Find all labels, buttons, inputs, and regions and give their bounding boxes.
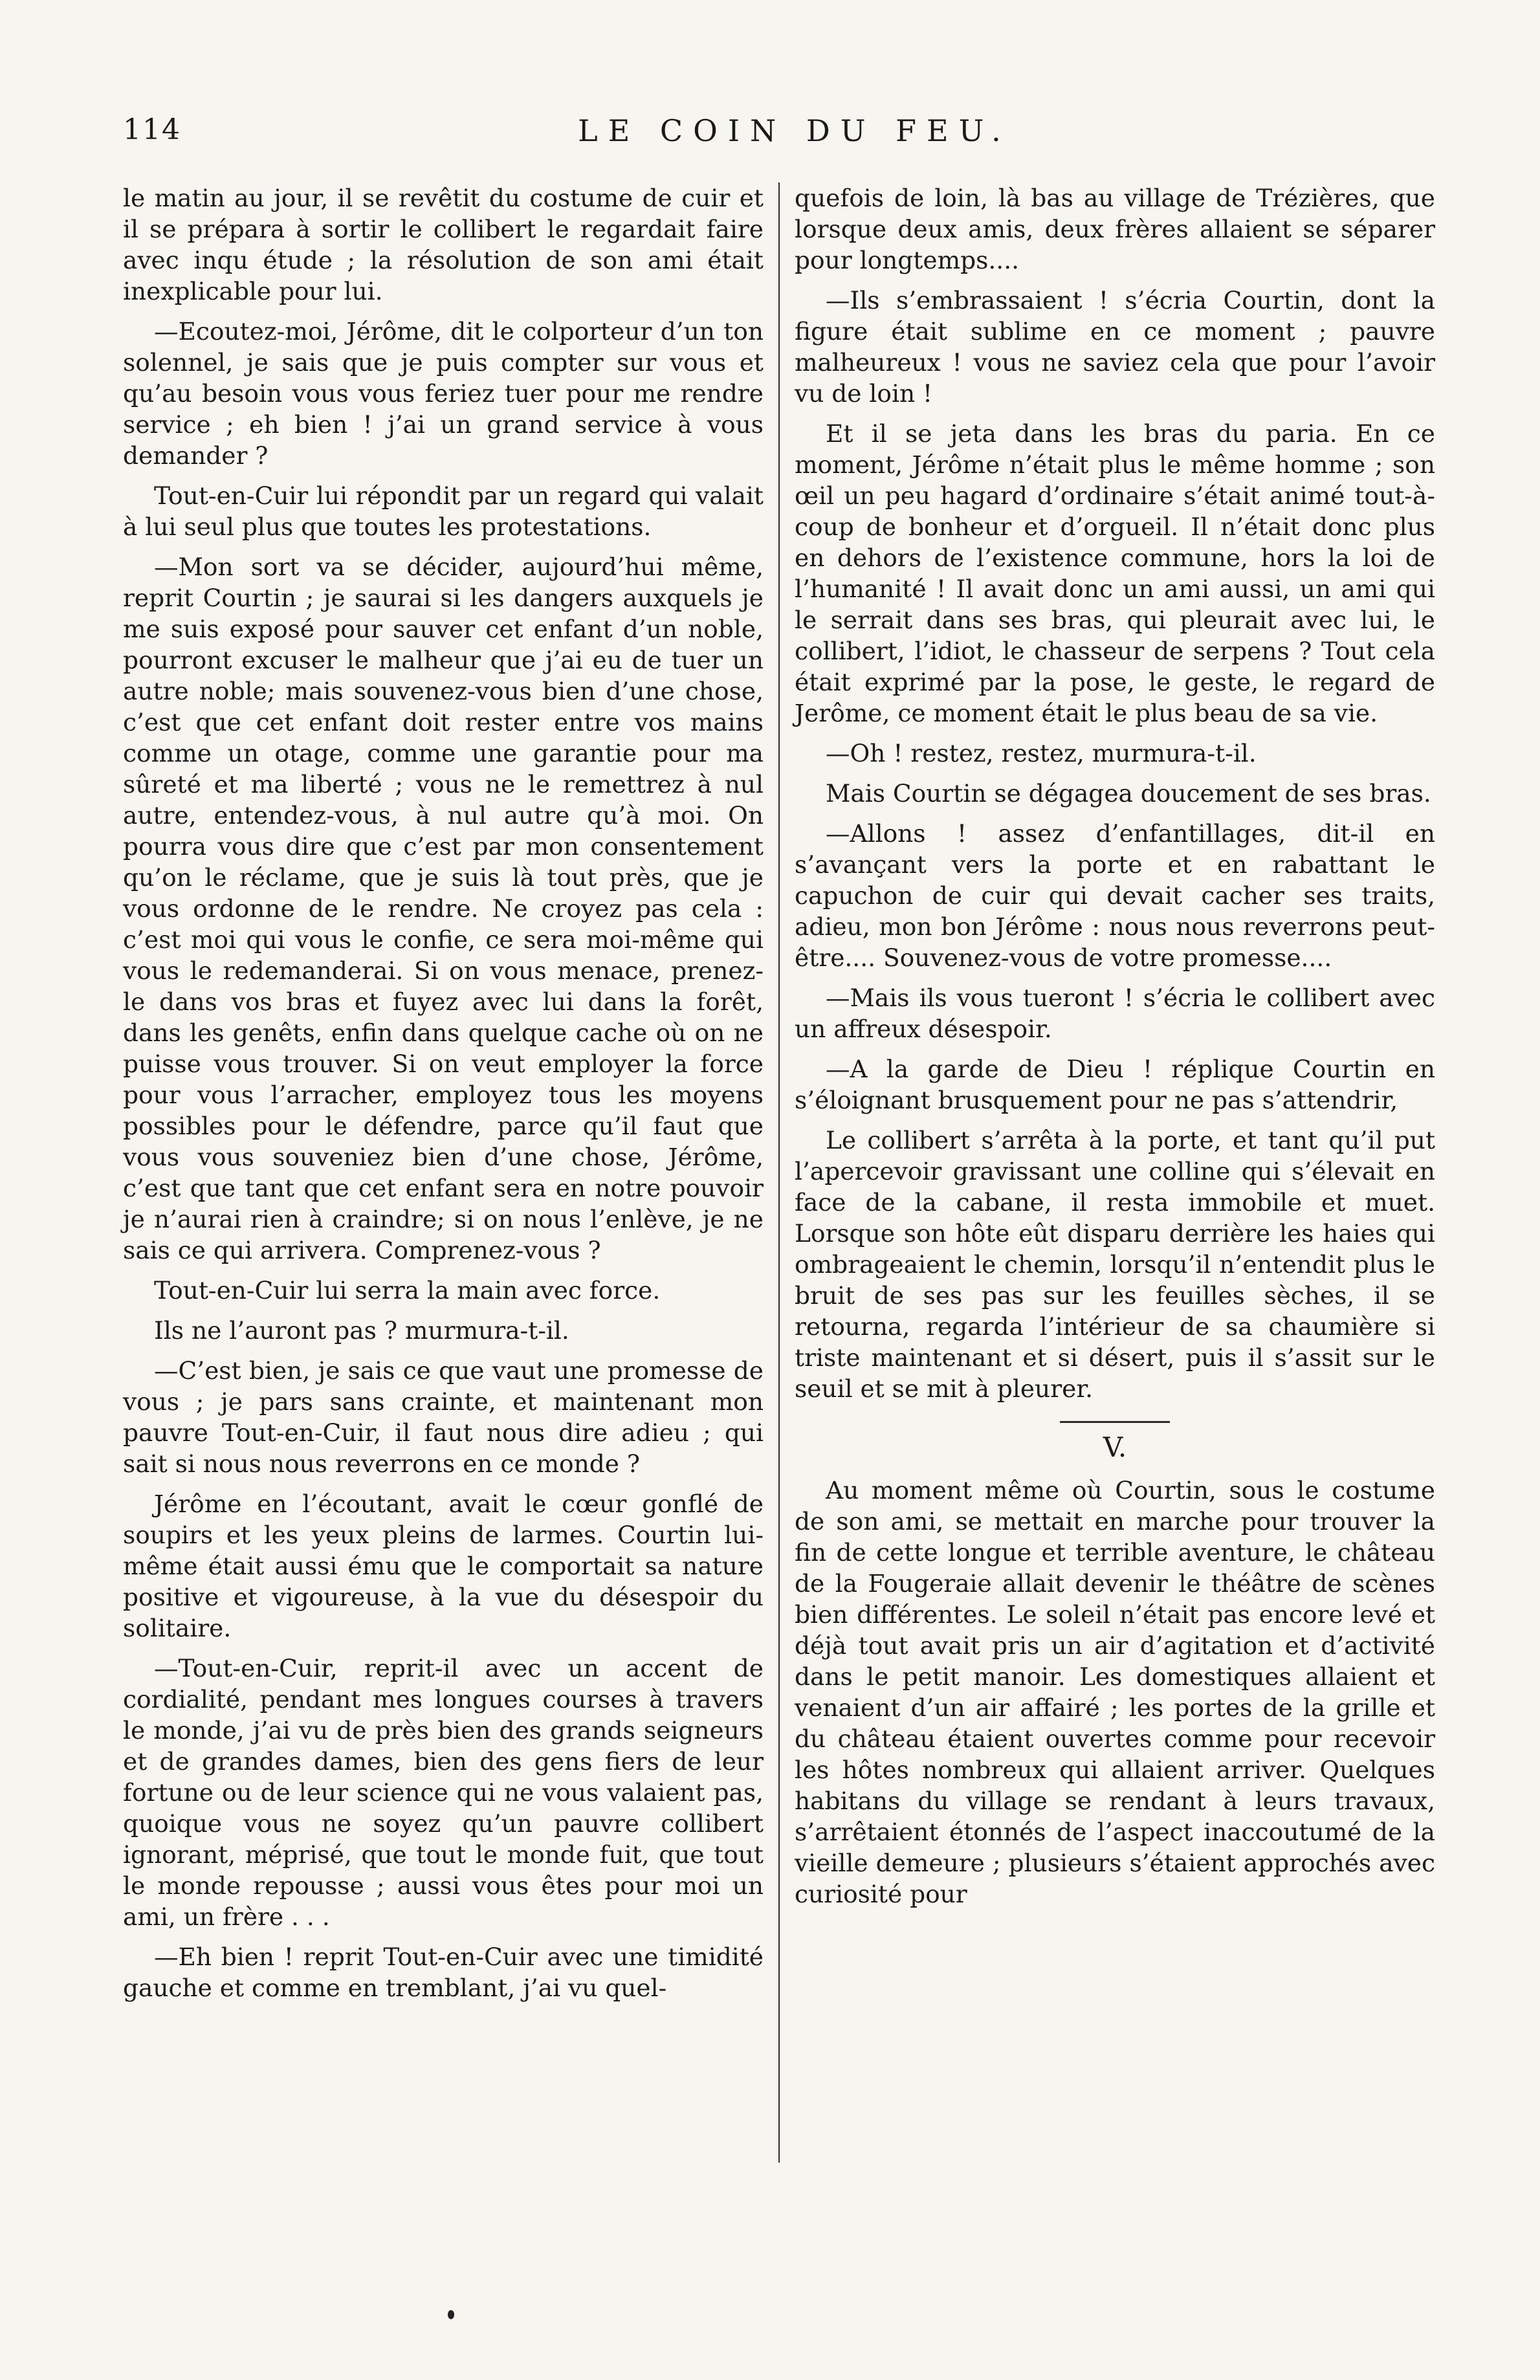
column-divider bbox=[778, 182, 780, 2163]
running-title: LE COIN DU FEU. bbox=[578, 113, 1011, 148]
paragraph: —C’est bien, je sais ce que vaut une promesse de vous ; je pars sans crainte, et maintenant mon pauvre Tout-en-Cuir, il faut nous dire adieu ; qui sait si nous nous reverrons en ce monde ? bbox=[123, 1356, 764, 1478]
paragraph: —Oh ! restez, restez, murmura-t-il. bbox=[826, 739, 1257, 767]
left-column bbox=[123, 182, 764, 2012]
paragraph: —Allons ! assez d’enfantillages, dit-il en s’avançant vers la porte et en rabattant le capuchon de cuir qui devait cacher ses traits, adieu, mon bon Jérôme : nous nous reverrons peut-être.... Souvenez-vous de votre promesse.... bbox=[795, 819, 1435, 972]
section-heading: V. bbox=[1103, 1431, 1127, 1463]
paragraph: Et il se jeta dans les bras du paria. En ce moment, Jérôme n’était plus le même homme ; son œil un peu hagard d’ordinaire s’était animé tout-à-coup de bonheur et d’orgueil. Il n’était donc plus en dehors de l’existence commune, hors la loi de l’humanité ! Il avait donc un ami aussi, un ami qui le serrait dans ses bras, qui pleurait avec lui, le collibert, l’idiot, le chasseur de serpens ? Tout cela était exprimé par la pose, le geste, le regard de Jerôme, ce moment était le plus beau de sa vie. bbox=[795, 419, 1435, 727]
paragraph: —A la garde de Dieu ! réplique Courtin en s’éloignant brusquement pour ne pas s’attendrir, bbox=[795, 1055, 1435, 1114]
section-separator bbox=[1060, 1421, 1170, 1423]
ink-mark bbox=[448, 2310, 454, 2319]
paragraph: —Eh bien ! reprit Tout-en-Cuir avec une timidité gauche et comme en tremblant, j’ai vu quel- bbox=[123, 1943, 764, 2002]
paragraph: —Ecoutez-moi, Jérôme, dit le colporteur d’un ton solennel, je sais que je puis compter sur vous et qu’au besoin vous vous feriez tuer pour me rendre service ; eh bien ! j’ai un grand service à vous demander ? bbox=[123, 317, 764, 470]
paragraph: Tout-en-Cuir lui serra la main avec force. bbox=[154, 1276, 661, 1305]
paragraph: —Ils s’embrassaient ! s’écria Courtin, dont la figure était sublime en ce moment ; pauvre malheureux ! vous ne saviez cela que pour l’avoir vu de loin ! bbox=[795, 286, 1435, 408]
paragraph: Mais Courtin se dégagea doucement de ses bras. bbox=[826, 779, 1431, 808]
page-number: 114 bbox=[123, 113, 181, 146]
paragraph: Jérôme en l’écoutant, avait le cœur gonflé de soupirs et les yeux pleins de larmes. Courtin lui-même était aussi ému que le comportait sa nature positive et vigoureuse, à la vue du désespoir du solitaire. bbox=[123, 1490, 764, 1642]
paragraph: Ils ne l’auront pas ? murmura-t-il. bbox=[154, 1316, 569, 1345]
paragraph: quefois de loin, là bas au village de Trézières, que lorsque deux amis, deux frères allaient se séparer pour longtemps.... bbox=[795, 184, 1435, 274]
paragraph: —Mon sort va se décider, aujourd’hui même, reprit Courtin ; je saurai si les dangers auxquels je me suis exposé pour sauver cet enfant d’un noble, pourront excuser le malheur que j’ai eu de tuer un autre noble; mais souvenez-vous bien d’une chose, c’est que cet enfant doit rester entre vos mains comme un otage, comme une garantie pour ma sûreté et ma liberté ; vous ne le remettrez à nul autre, entendez-vous, à nul autre qu’à moi. On pourra vous dire que c’est par mon consentement qu’on le réclame, que je suis là tout près, que je vous ordonne de le rendre. Ne croyez pas cela : c’est moi qui vous le confie, ce sera moi-même qui vous le redemanderai. Si on vous menace, prenez-le dans vos bras et fuyez avec lui dans la forêt, dans les genêts, enfin dans quelque cache où on ne puisse vous trouver. Si on veut employer la force pour vous l’arracher, employez tous les moyens possibles pour le défendre, parce qu’il faut que vous vous souveniez bien d’une chose, Jérôme, c’est que tant que cet enfant sera en notre pouvoir je n’aurai rien à craindre; si on nous l’enlève, je ne sais ce qui arrivera. Comprenez-vous ? bbox=[123, 553, 764, 1264]
page-header bbox=[123, 113, 1414, 152]
paragraph: Le collibert s’arrêta à la porte, et tant qu’il put l’apercevoir gravissant une colline qui s’élevait en face de la cabane, il resta immobile et muet. Lorsque son hôte eût disparu derrière les haies qui ombrageaient le chemin, lorsqu’il n’entendit plus le bruit de ses pas sur les feuilles sèches, il se retourna, regarda l’intérieur de sa chaumière si triste maintenant et si désert, puis il s’assit sur le seuil et se mit à pleurer. bbox=[795, 1126, 1435, 1403]
paragraph: Au moment même où Courtin, sous le costume de son ami, se mettait en marche pour trouver la fin de cette longue et terrible aventure, le château de la Fougeraie allait devenir le théâtre de scènes bien différentes. Le soleil n’était pas encore levé et déjà tout avait pris un air d’agitation et d’activité dans le petit manoir. Les domestiques allaient et venaient d’un air affairé ; les portes de la grille et du château étaient ouvertes comme pour recevoir les hôtes nombreux qui allaient arriver. Quelques habitans du village se rendant à leurs travaux, s’arrêtaient étonnés de l’aspect inaccoutumé de la vieille demeure ; plusieurs s’étaient approchés avec curiosité pour bbox=[795, 1476, 1435, 1908]
paragraph: —Tout-en-Cuir, reprit-il avec un accent de cordialité, pendant mes longues courses à travers le monde, j’ai vu de près bien des grands seigneurs et de grandes dames, bien des gens fiers de leur fortune ou de leur science qui ne vous valaient pas, quoique vous ne soyez qu’un pauvre collibert ignorant, méprisé, que tout le monde fuit, que tout le monde repousse ; aussi vous êtes pour moi un ami, un frère . . . bbox=[123, 1654, 764, 1931]
paragraph: le matin au jour, il se revêtit du costume de cuir et il se prépara à sortir le collibert le regardait faire avec inqu étude ; la résolution de son ami était inexplicable pour lui. bbox=[123, 184, 764, 305]
right-column bbox=[795, 182, 1435, 1919]
paragraph: —Mais ils vous tueront ! s’écria le collibert avec un affreux désespoir. bbox=[795, 984, 1435, 1043]
paragraph: Tout-en-Cuir lui répondit par un regard qui valait à lui seul plus que toutes les protestations. bbox=[123, 481, 764, 541]
